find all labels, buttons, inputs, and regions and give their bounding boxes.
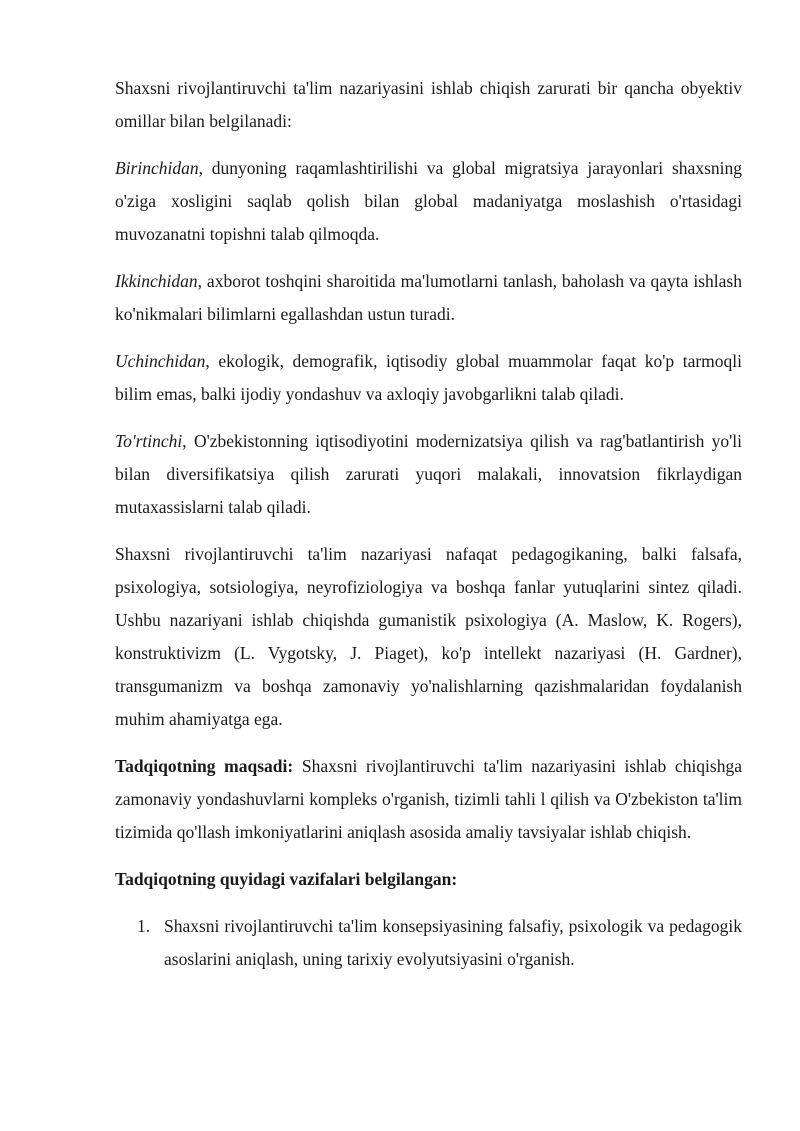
task-item-1: [115, 910, 742, 976]
task-text-1: Shaxsni rivojlantiruvchi ta'lim konsepsiyasining falsafiy, psixologik va pedagogik asoslarini aniqlash, uning tarixiy evolyutsiyasini o'rganish.: [164, 916, 742, 969]
tasks-heading: Tadqiqotning quyidagi vazifalari belgilangan:: [115, 869, 458, 889]
goal-label: Tadqiqotning maqsadi:: [115, 756, 294, 776]
reason-lead-1: Birinchidan: [115, 158, 199, 178]
reason-lead-3: Uchinchidan: [115, 351, 206, 371]
reason-paragraph-2: [115, 265, 742, 331]
document-page: [115, 72, 742, 976]
reason-paragraph-4: [115, 425, 742, 524]
tasks-list: [115, 910, 742, 976]
intro-paragraph: Shaxsni rivojlantiruvchi ta'lim nazariyasini ishlab chiqish zarurati bir qancha obyektiv omillar bilan belgilanadi:: [115, 78, 742, 131]
reason-paragraph-1: [115, 152, 742, 251]
goal-paragraph: [115, 750, 742, 849]
reason-text-3: , ekologik, demografik, iqtisodiy global muammolar faqat ko'p tarmoqli bilim emas, balki ijodiy yondashuv va axloqiy javobgarlikni talab qiladi.: [115, 351, 742, 404]
reason-lead-2: Ikkinchidan: [115, 271, 198, 291]
synthesis-paragraph: Shaxsni rivojlantiruvchi ta'lim nazariyasi nafaqat pedagogikaning, balki falsafa, psixologiya, sotsiologiya, neyrofiziologiya va boshqa fanlar yutuqlarini sintez qiladi. Ushbu nazariyani ishlab chiqishda gumanistik psixologiya (A. Maslow, K. Rogers), konstruktivizm (L. Vygotsky, J. Piaget), ko'p intellekt nazariyasi (H. Gardner), transgumanizm va boshqa zamonaviy yo'nalishlarning qazishmalaridan foydalanish muhim ahamiyatga ega.: [115, 544, 742, 729]
reason-text-1: , dunyoning raqamlashtirilishi va global migratsiya jarayonlari shaxsning o'ziga xosligini saqlab qolish bilan global madaniyatga moslashish o'rtasidagi muvozanatni topishni talab qilmoqda.: [115, 158, 742, 244]
goal-text: Shaxsni rivojlantiruvchi ta'lim nazariyasini ishlab chiqishga zamonaviy yondashuvlarni kompleks o'rganish, tizimli tahli l qilish va O'zbekiston ta'lim tizimida qo'llash imkoniyatlarini aniqlash asosida amaliy tavsiyalar ishlab chiqish.: [115, 756, 742, 842]
reason-lead-4: To'rtinchi: [115, 431, 183, 451]
reason-text-2: , axborot toshqini sharoitida ma'lumotlarni tanlash, baholash va qayta ishlash ko'nikmalari bilimlarni egallashdan ustun turadi.: [115, 271, 742, 324]
task-number-1: 1.: [137, 916, 151, 936]
reason-text-4: , O'zbekistonning iqtisodiyotini modernizatsiya qilish va rag'batlantirish yo'li bilan diversifikatsiya qilish zarurati yuqori malakali, innovatsion fikrlaydigan mutaxassislarni talab qiladi.: [115, 431, 742, 517]
reason-paragraph-3: [115, 345, 742, 411]
